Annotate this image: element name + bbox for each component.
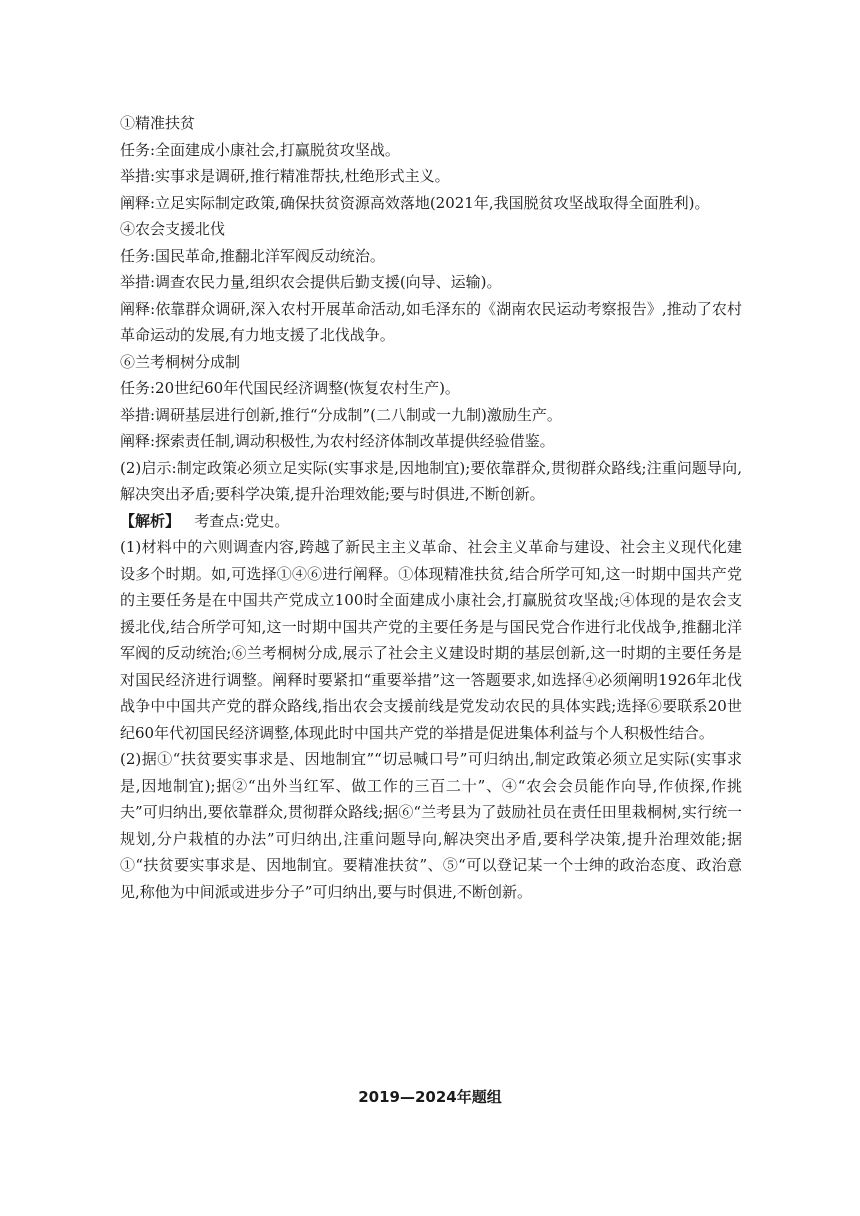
section-measure: 举措:调查农民力量,组织农会提供后勤支援(向导、运输)。 [120, 273, 502, 291]
section-precise-poverty [120, 110, 742, 216]
section-task: 任务:全面建成小康社会,打赢脱贫攻坚战。 [120, 140, 400, 159]
section-measure: 举措:实事求是调研,推行精准帮扶,杜绝形式主义。 [120, 167, 450, 185]
analysis-topic: 考查点:党史。 [194, 511, 290, 530]
question-group-title: 2019—2024年题组 [358, 1088, 502, 1106]
insight-paragraph: (2)启示:制定政策必须立足实际(实事求是,因地制宜);要依靠群众,贯彻群众路线;注重问题导向,解决突出矛盾;要科学决策,提升治理效能;要与时俱进,不断创新。 [120, 458, 742, 503]
section-measure: 举措:调研基层进行创新,推行“分成制”(二八制或一九制)激励生产。 [120, 405, 562, 424]
section-task: 任务:20世纪60年代国民经济调整(恢复农村生产)。 [120, 379, 460, 397]
section-peasant-association [120, 216, 742, 349]
section-task: 任务:国民革命,推翻北洋军阀反动统治。 [120, 246, 385, 265]
analysis-paragraph-1: (1)材料中的六则调查内容,跨越了新民主主义革命、社会主义革命与建设、社会主义现代化建设多个时期。如,可选择①④⑥进行阐释。①体现精准扶贫,结合所学可知,这一时期中国共产党的主要任务是在中国共产党成立100时全面建成小康社会,打赢脱贫攻坚战;④体现的是农会支援北伐,结合所学可知,这一时期中国共产党的主要任务是与国民党合作进行北伐战争,推翻北洋军阀的反动统治;⑥兰考桐树分成,展示了社会主义建设时期的基层创新,这一时期的主要任务是对国民经济进行调整。阐释时要紧扣“重要举措”这一答题要求,如选择④必须阐明1926年北伐战争中中国共产党的群众路线,指出农会支援前线是党发动农民的具体实践;选择⑥要联系20世纪60年代初国民经济调整,体现此时中国共产党的举措是促进集体利益与个人积极性结合。 [120, 538, 742, 742]
analysis-paragraph-2: (2)据①“扶贫要实事求是、因地制宜”“切忌喊口号”可归纳出,制定政策必须立足实际(实事求是,因地制宜);据②“出外当红军、做工作的三百二十”、④“农会会员能作向导,作侦探,作挑夫”可归纳出,要依靠群众,贯彻群众路线;据⑥“兰考县为了鼓励社员在责任田里栽桐树,实行统一规划,分户栽植的办法”可归纳出,注重问题导向,解决突出矛盾,要科学决策,提升治理效能;据①“扶贫要实事求是、因地制宜。要精准扶贫”、⑤“可以登记某一个士绅的政治态度、政治意见,称他为中间派或进步分子”可归纳出,要与时俱进,不断创新。 [120, 750, 742, 901]
section-item-title: ⑥兰考桐树分成制 [120, 352, 241, 371]
section-explain: 阐释:立足实际制定政策,确保扶贫资源高效落地(2021年,我国脱贫攻坚战取得全面胜利)。 [120, 193, 710, 212]
analysis-label: 【解析】 [120, 511, 181, 530]
section-item-title: ①精准扶贫 [120, 114, 196, 132]
section-explain: 阐释:探索责任制,调动积极性,为农村经济体制改革提供经验借鉴。 [120, 432, 555, 450]
section-explain: 阐释:依靠群众调研,深入农村开展革命活动,如毛泽东的《湖南农民运动考察报告》,推动了农村革命运动的发展,有力地支援了北伐战争。 [120, 299, 742, 344]
section-lankao-paulownia [120, 349, 742, 455]
section-item-title: ④农会支援北伐 [120, 220, 226, 238]
document-body [120, 110, 742, 905]
analysis-header [120, 508, 742, 535]
